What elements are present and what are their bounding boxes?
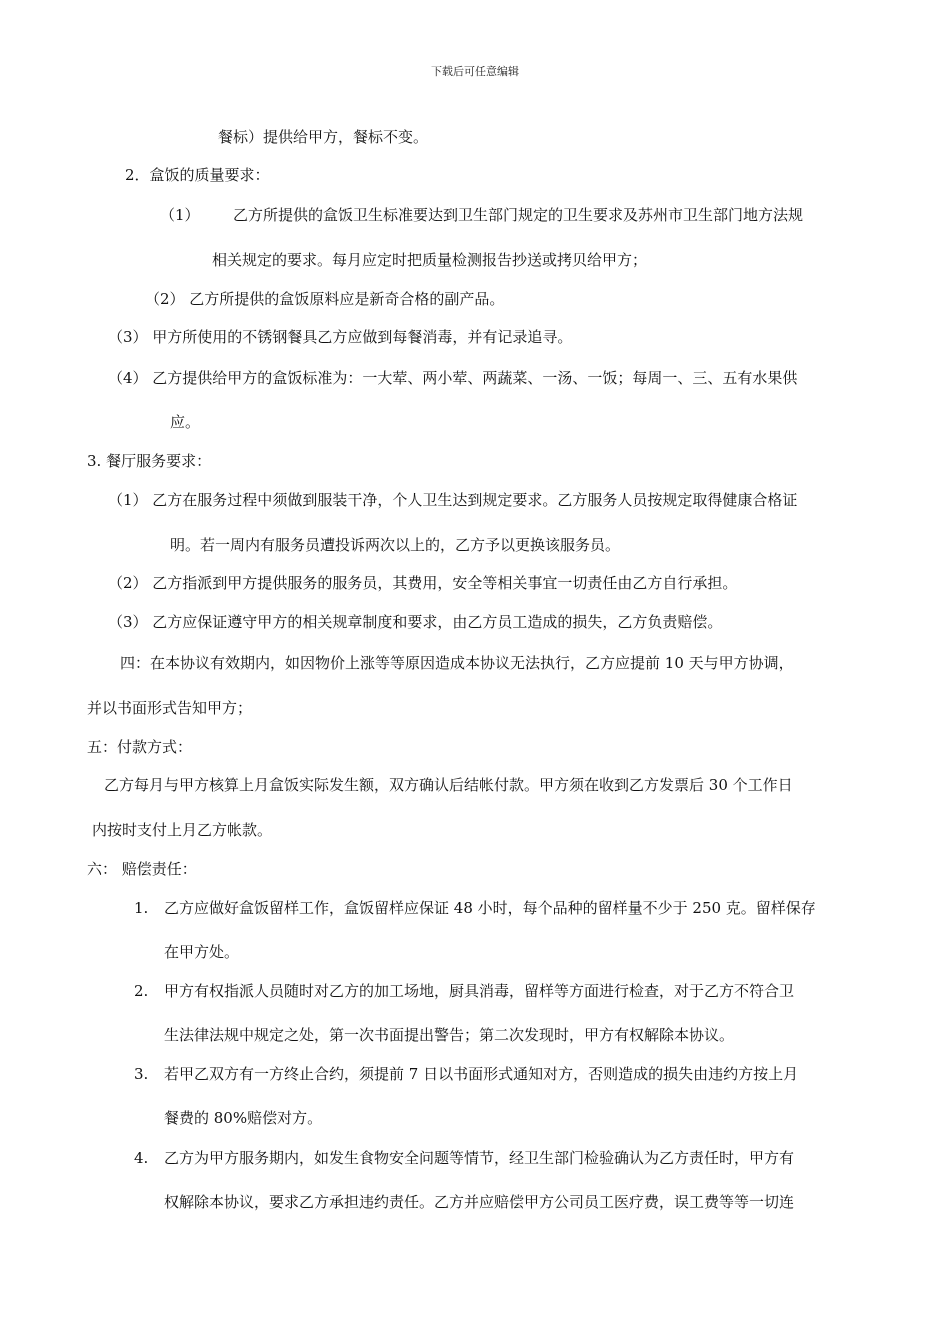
section-heading-compensation: 六： 赔偿责任：	[87, 860, 197, 878]
paragraph-line: 应。	[170, 413, 201, 431]
paragraph-line: 并以书面形式告知甲方；	[87, 699, 253, 717]
list-marker: （1）	[160, 206, 200, 224]
list-number: 2.	[134, 982, 149, 1000]
section-heading-quality: 2．盒饭的质量要求：	[125, 166, 270, 184]
section-heading-payment: 五：付款方式：	[87, 738, 193, 756]
list-number: 4.	[134, 1149, 149, 1167]
paragraph-line: 权解除本协议，要求乙方承担违约责任。乙方并应赔偿甲方公司员工医疗费，误工费等等一切连	[164, 1193, 795, 1211]
paragraph-line: 乙方为甲方服务期内，如发生食物安全问题等情节，经卫生部门检验确认为乙方责任时，甲方有	[164, 1149, 795, 1167]
paragraph-line: 明。若一周内有服务员遭投诉两次以上的，乙方予以更换该服务员。	[170, 536, 621, 554]
paragraph-line: 餐标）提供给甲方，餐标不变。	[218, 128, 429, 146]
paragraph-line: 甲方有权指派人员随时对乙方的加工场地，厨具消毒，留样等方面进行检查，对于乙方不符合卫	[164, 982, 795, 1000]
page-header: 下载后可任意编辑	[431, 65, 519, 78]
paragraph-line: （1） 乙方在服务过程中须做到服装干净，个人卫生达到规定要求。乙方服务人员按规定取得健康合格证	[108, 491, 798, 509]
paragraph-line: （2） 乙方指派到甲方提供服务的服务员，其费用，安全等相关事宜一切责任由乙方自行承担。	[108, 574, 738, 592]
paragraph-line: 乙方每月与甲方核算上月盒饭实际发生额，双方确认后结帐付款。甲方须在收到乙方发票后 30 个工作日	[104, 776, 793, 794]
paragraph-line: 乙方应做好盒饭留样工作，盒饭留样应保证 48 小时，每个品种的留样量不少于 250 克。留样保存	[164, 899, 816, 917]
paragraph-line: 生法律法规中规定之处，第一次书面提出警告；第二次发现时，甲方有权解除本协议。	[164, 1026, 735, 1044]
paragraph-line: 乙方所提供的盒饭卫生标准要达到卫生部门规定的卫生要求及苏州市卫生部门地方法规	[233, 206, 804, 224]
paragraph-line: （3） 甲方所使用的不锈钢餐具乙方应做到每餐消毒，并有记录追寻。	[108, 328, 573, 346]
list-number: 1.	[134, 899, 149, 917]
paragraph-line: 内按时支付上月乙方帐款。	[92, 821, 273, 839]
paragraph-line: （3） 乙方应保证遵守甲方的相关规章制度和要求，由乙方员工造成的损失，乙方负责赔偿。	[108, 613, 723, 631]
section-heading-service: 3. 餐厅服务要求：	[87, 452, 212, 470]
paragraph-line: （4） 乙方提供给甲方的盒饭标准为：一大荤、两小荤、两蔬菜、一汤、一饭；每周一、三、五有水果供	[108, 369, 798, 387]
paragraph-line: 若甲乙双方有一方终止合约，须提前 7 日以书面形式通知对方，否则造成的损失由违约方按上月	[164, 1065, 799, 1083]
paragraph-line: 餐费的 80%赔偿对方。	[164, 1109, 323, 1127]
paragraph-line: 四：在本协议有效期内，如因物价上涨等等原因造成本协议无法执行，乙方应提前 10 天与甲方协调，	[120, 654, 794, 672]
paragraph-line: 在甲方处。	[164, 943, 240, 961]
paragraph-line: （2） 乙方所提供的盒饭原料应是新奇合格的副产品。	[145, 290, 505, 308]
paragraph-line: 相关规定的要求。每月应定时把质量检测报告抄送或拷贝给甲方；	[212, 251, 648, 269]
list-number: 3.	[134, 1065, 149, 1083]
